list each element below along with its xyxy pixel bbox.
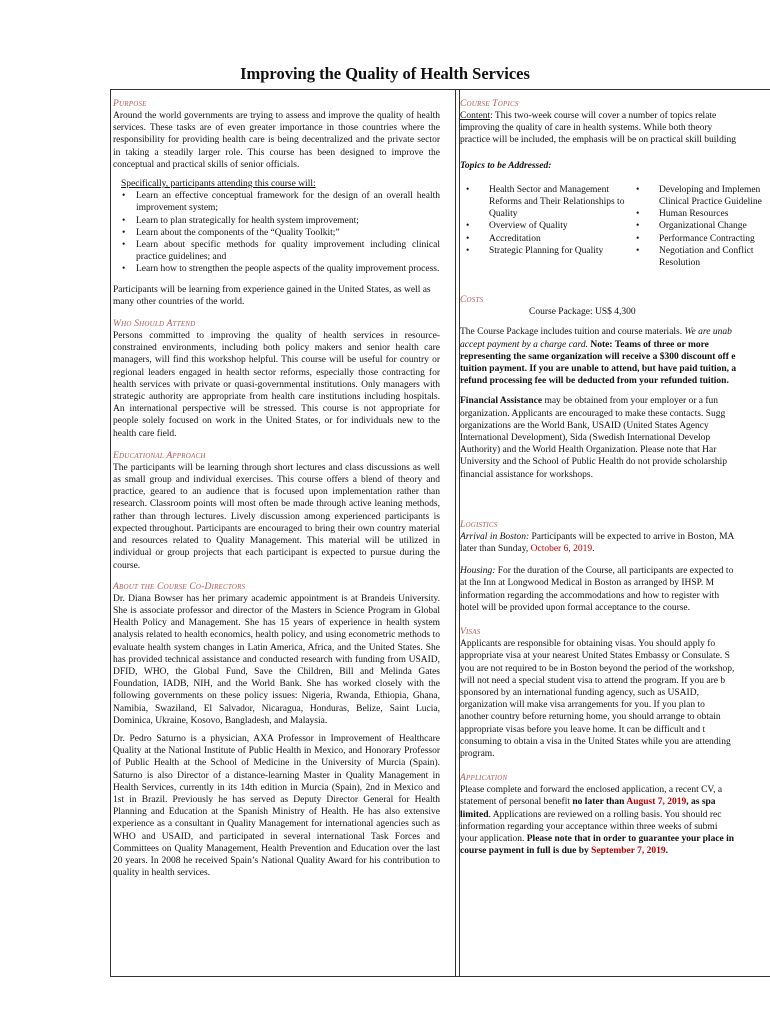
topics-lists bbox=[460, 184, 770, 269]
director-bowser-bio: Dr. Diana Bowser has her primary academic appointment is at Brandeis University. She is associate professor and director of the Masters in Science Program in Global Health Policy and Management. She has 15 years of experience in health system analysis related to health economics, health policy, and using econometric methods to evaluate health system changes in Latin America, Africa, and the United States. She has provided technical assistance and conducted research with funding from USAID, DFID, WHO, the Global Fund, Save the Children, Bill and Melinda Gates Foundation, IADB, NIH, and the World Bank. She has worked closely with the following governments on these policy issues: Nigeria, Rwanda, Ethiopia, Ghana, Namibia, Swaziland, El Salvador, Nicaragua, Honduras, Belize, Saint Lucia, Dominica, Ukraine, Kosovo, Bangladesh, and Malaysia. bbox=[113, 593, 440, 726]
financial-assistance-line: University and the School of Public Health do not provide scholarship bbox=[460, 457, 728, 468]
purpose-bullet-list bbox=[113, 190, 440, 275]
costs-package: Course Package: US$ 4,300 bbox=[529, 307, 636, 318]
visas-line: organization will make visa arrangements for you. If you plan to bbox=[460, 700, 705, 711]
arrival-date: October 6, 2019 bbox=[530, 544, 593, 555]
left-column bbox=[113, 98, 440, 879]
topics-content-line: improving the quality of care in health systems. While both theory bbox=[460, 123, 713, 134]
topics-content: Content: This two-week course will cover a number of topics relate bbox=[460, 111, 717, 121]
list-item: • Human Resources bbox=[630, 208, 770, 220]
directors-heading: About the Course Co-Directors bbox=[113, 581, 246, 592]
financial-assistance-line: Financial Assistance may be obtained from your employer or a fun bbox=[460, 396, 719, 407]
arrival-line: later than Sunday, October 6, 2019. bbox=[460, 544, 595, 555]
purpose-attend-intro: Specifically, participants attending this course will: bbox=[121, 179, 316, 190]
visas-line: sponsored by an international funding agency, such as USAID, bbox=[460, 687, 699, 698]
application-line: information regarding your acceptance within three weeks of submi bbox=[460, 821, 718, 832]
page-title: Improving the Quality of Health Services bbox=[240, 64, 530, 83]
right-column bbox=[460, 98, 770, 857]
application-line: course payment in full is due by September 7, 2019. bbox=[460, 846, 669, 857]
visas-line: you are not required to be in Boston beyond the period of the workshop, bbox=[460, 663, 735, 674]
application-line: statement of personal benefit no later than August 7, 2019, as spa bbox=[460, 797, 716, 808]
visas-line: Applicants are responsible for obtaining visas. You should apply fo bbox=[460, 639, 716, 650]
list-item: • Learn how to strengthen the people aspects of the quality improvement process. bbox=[113, 263, 440, 275]
visas-line: appropriate visas before you leave home. It can be difficult and t bbox=[460, 724, 706, 735]
list-item: • Accreditation bbox=[460, 233, 630, 245]
who-heading: Who Should Attend bbox=[113, 319, 196, 330]
visas-line: another country before returning home, you should arrange to obtain bbox=[460, 712, 721, 723]
deadline-date: August 7, 2019 bbox=[626, 797, 687, 808]
arrival-line: Arrival in Boston: Participants will be expected to arrive in Boston, MA bbox=[460, 531, 735, 542]
topics-addressed-label: Topics to be Addressed: bbox=[460, 160, 552, 171]
list-item: • Negotiation and Conflict Resolution bbox=[630, 245, 770, 269]
application-line: limited. Applications are reviewed on a rolling basis. You should rec bbox=[460, 809, 722, 820]
left-border bbox=[110, 89, 111, 977]
financial-assistance-line: organization. Applicants are encouraged to make these contacts. Sugg bbox=[460, 408, 726, 419]
visas-line: will not need a special student visa to attend the program. If you are b bbox=[460, 675, 726, 686]
purpose-text: Around the world governments are trying to assess and improve the quality of health services. These tasks are of even greater importance in those countries where the responsibility for providing health care is being decentralized and the private sector in taking a steadily larger role. This course has been designed to improve the conceptual and practical skills of senior officials. bbox=[113, 111, 440, 170]
financial-assistance-line: organizations are the World Bank, USAID (United States Agency bbox=[460, 420, 709, 431]
costs-line: accept payment by a charge card. Note: Teams of three or more bbox=[460, 339, 709, 350]
costs-line: The Course Package includes tuition and course materials. We are unab bbox=[460, 327, 732, 338]
purpose-closing: Participants will be learning from experience gained in the United States, as well as many other countries of the world. bbox=[113, 284, 431, 307]
column-divider bbox=[455, 89, 456, 977]
list-item: • Health Sector and Management Reforms and Their Relationships to Quality bbox=[460, 184, 630, 221]
purpose-heading: Purpose bbox=[113, 99, 147, 109]
housing-line: Housing: For the duration of the Course, all participants are expected to bbox=[460, 566, 734, 577]
list-item: • Learn about the components of the “Quality Toolkit;” bbox=[113, 227, 440, 239]
content-label: Content bbox=[460, 111, 491, 121]
topics-list-a bbox=[460, 184, 630, 269]
housing-line: hotel will be provided upon formal acceptance to the course. bbox=[460, 602, 691, 613]
costs-line: representing the same organization will receive a $300 discount off e bbox=[460, 351, 736, 362]
list-item: • Overview of Quality bbox=[460, 220, 630, 232]
costs-line: tuition payment. If you are unable to attend, but have paid tuition, a bbox=[460, 364, 737, 375]
visas-line: program. bbox=[460, 748, 495, 759]
visas-line: consuming to obtain a visa in the United States while you are attending bbox=[460, 736, 731, 747]
list-item: • Organizational Change bbox=[630, 220, 770, 232]
who-text: Persons committed to improving the quality of health services in resource-constrained environments, including both policy makers and senior health care managers, will find this workshop helpful. This course will be useful for country or regional leaders engaged in health sector reforms, especially those contracting for health services with private or quasi-governmental institutions. Only managers with strategic authority are appropriate from health care institutions including hospitals. An international perspective will be stressed. This course is not appropriate for people solely focused on work in the United States, or for individuals new to the health care field. bbox=[113, 331, 440, 439]
payment-due-date: September 7, 2019 bbox=[591, 846, 666, 857]
topics-list-b bbox=[630, 184, 770, 269]
financial-assistance-line: financial assistance for workshops. bbox=[460, 469, 593, 480]
list-item: • Learn to plan strategically for health system improvement; bbox=[113, 215, 440, 227]
housing-line: at the Inn at Longwood Medical in Boston as arranged by IHSP. M bbox=[460, 578, 715, 589]
topics-heading: Course Topics bbox=[460, 99, 519, 109]
application-heading: Application bbox=[460, 773, 508, 784]
list-item: • Developing and Implemen Clinical Practice Guideline bbox=[630, 184, 770, 208]
list-item: • Learn an effective conceptual framework for the design of an overall health improvement system; bbox=[113, 190, 440, 214]
visas-line: appropriate visa at your nearest United States Embassy or Consulate. S bbox=[460, 651, 730, 662]
application-line: your application. Please note that in order to guarantee your place in bbox=[460, 833, 735, 844]
housing-line: information regarding the accommodations and how to register with bbox=[460, 590, 720, 601]
costs-line: refund processing fee will be deducted from your refunded tuition. bbox=[460, 376, 729, 387]
financial-assistance-line: International Development), Sida (Swedish International Develop bbox=[460, 433, 711, 444]
visas-heading: Visas bbox=[460, 627, 481, 638]
list-item: • Learn about specific methods for quality improvement including clinical practice guidelines; and bbox=[113, 239, 440, 263]
costs-heading: Costs bbox=[460, 295, 484, 306]
approach-text: The participants will be learning through short lectures and class discussions as well as small group and individual exercises. This course offers a blend of theory and practice, geared to an audience that is focused upon implementation rather than research. Classroom points will most often be made through active leaning methods, rather than through lectures. Lively discussion among experienced participants is expected throughout. Participants are encouraged to bring their own country material and resources related to Quality Management. This material will be utilized in individual or group projects that each participant is expected to pursue during the course. bbox=[113, 462, 440, 571]
list-item: • Performance Contracting bbox=[630, 233, 770, 245]
list-item: • Strategic Planning for Quality bbox=[460, 245, 630, 257]
financial-assistance-line: Authority) and the World Health Organization. Please note that Har bbox=[460, 445, 717, 456]
logistics-heading: Logistics bbox=[460, 519, 498, 530]
topics-content-line: practice will be included, the emphasis will be on practical skill building bbox=[460, 135, 736, 146]
director-saturno-bio: Dr. Pedro Saturno is a physician, AXA Professor in Improvement of Healthcare Quality at the National Institute of Public Health in Mexico, and Honorary Professor of Public Health at the School of Medicine in the University of Murcia (Spain). Saturno is also Director of a distance-learning Master in Quality Management in Health Services, currently in its 14th edition in Murcia (Spain), 2nd in Mexico and 1st in Brazil. Previously he has served as Deputy Director General for Health Planning and Education at the Spanish Ministry of Health. He has also extensive experience as a consultant in Quality Management for international agencies such as WHO and USAID, and participated in several international Task Forces and Committees on Quality Management, Health Prevention and Education over the last 20 years. In 2008 he received Spain’s National Quality Award for his contribution to quality in health services. bbox=[113, 733, 440, 879]
approach-heading: Educational Approach bbox=[113, 450, 206, 461]
application-line: Please complete and forward the enclosed application, a recent CV, a bbox=[460, 785, 723, 796]
